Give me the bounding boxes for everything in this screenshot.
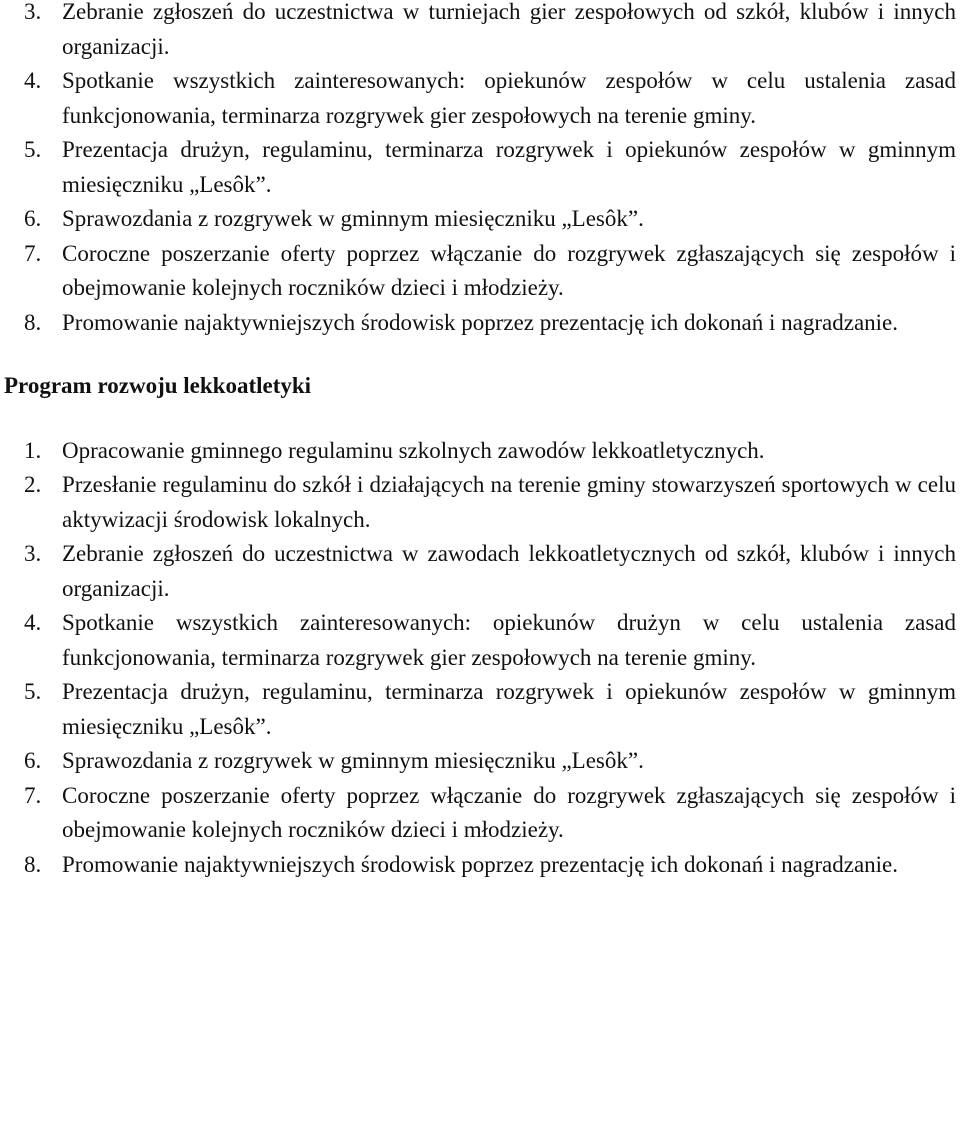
item-text: Zebranie zgłoszeń do uczestnictwa w zawodach lekkoatletycznych od szkół, klubów i innych organizacji. — [62, 541, 956, 601]
item-number: 8. — [24, 309, 42, 335]
list-item — [0, 0, 960, 64]
item-text: Zebranie zgłoszeń do uczestnictwa w turniejach gier zespołowych od szkół, klubów i innych organizacji. — [62, 0, 956, 59]
item-number: 5. — [24, 679, 42, 704]
section-heading: Program rozwoju lekkoatletyki — [4, 373, 312, 398]
list-item — [0, 468, 960, 537]
item-text: Promowanie najaktywniejszych środowisk poprzez prezentację ich dokonań i nagradzanie. — [62, 851, 898, 877]
list-item — [0, 133, 960, 202]
list-item — [0, 64, 960, 133]
item-number: 6. — [24, 748, 42, 773]
item-text: Prezentacja drużyn, regulaminu, terminarza rozgrywek i opiekunów zespołów w gminnym miesięczniku „Lesôk”. — [62, 679, 956, 739]
item-number: 4. — [24, 68, 42, 93]
item-number: 7. — [24, 782, 42, 808]
team-games-list — [0, 0, 960, 340]
list-item — [0, 779, 960, 848]
list-item — [0, 848, 960, 883]
list-item — [0, 202, 960, 237]
list-item — [0, 237, 960, 306]
item-number: 6. — [24, 206, 42, 231]
item-number: 3. — [24, 541, 42, 566]
item-text: Coroczne poszerzanie oferty poprzez włączanie do rozgrywek zgłaszających się zespołów i obejmowanie kolejnych roczników dzieci i młodzieży. — [62, 782, 956, 842]
item-number: 8. — [24, 851, 42, 877]
list-item — [0, 537, 960, 606]
list-item — [0, 306, 960, 341]
item-number: 2. — [24, 472, 42, 497]
item-text: Prezentacja drużyn, regulaminu, terminarza rozgrywek i opiekunów zespołów w gminnym miesięczniku „Lesôk”. — [62, 137, 956, 197]
list-item — [0, 434, 960, 469]
athletics-program-list — [0, 434, 960, 883]
list-item — [0, 606, 960, 675]
list-item — [0, 675, 960, 744]
item-text: Sprawozdania z rozgrywek w gminnym miesięczniku „Lesôk”. — [62, 206, 644, 231]
item-text: Promowanie najaktywniejszych środowisk poprzez prezentację ich dokonań i nagradzanie. — [62, 309, 898, 335]
item-text: Opracowanie gminnego regulaminu szkolnych zawodów lekkoatletycznych. — [62, 437, 765, 463]
item-number: 7. — [24, 240, 42, 266]
item-text: Spotkanie wszystkich zainteresowanych: opiekunów drużyn w celu ustalenia zasad funkcjonowania, terminarza rozgrywek gier zespołowych na terenie gminy. — [62, 610, 956, 670]
item-number: 5. — [24, 137, 42, 162]
item-number: 1. — [24, 437, 42, 463]
list-item — [0, 744, 960, 779]
item-text: Przesłanie regulaminu do szkół i działających na terenie gminy stowarzyszeń sportowych w celu aktywizacji środowisk lokalnych. — [62, 472, 956, 532]
item-text: Coroczne poszerzanie oferty poprzez włączanie do rozgrywek zgłaszających się zespołów i obejmowanie kolejnych roczników dzieci i młodzieży. — [62, 240, 956, 300]
item-text: Sprawozdania z rozgrywek w gminnym miesięczniku „Lesôk”. — [62, 748, 644, 773]
item-text: Spotkanie wszystkich zainteresowanych: opiekunów zespołów w celu ustalenia zasad funkcjonowania, terminarza rozgrywek gier zespołowych na terenie gminy. — [62, 68, 956, 128]
item-number: 4. — [24, 610, 42, 635]
item-number: 3. — [24, 0, 42, 24]
